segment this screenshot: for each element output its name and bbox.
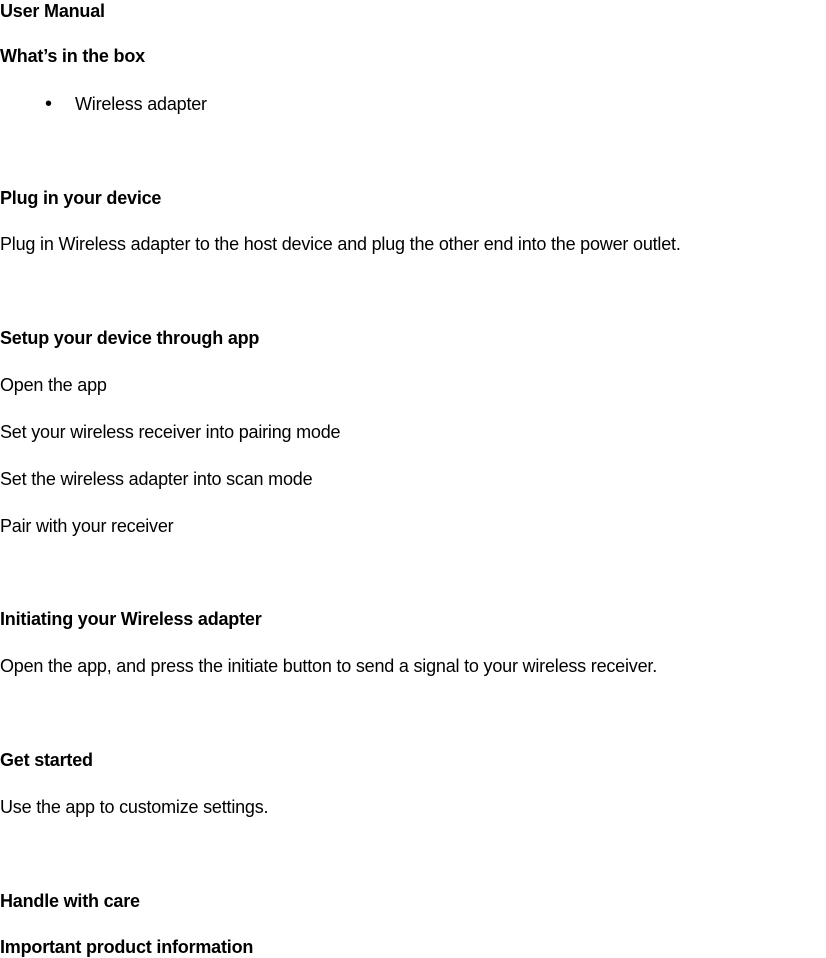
- setup-step: Pair with your receiver: [0, 516, 174, 536]
- box-item-text: Wireless adapter: [75, 94, 207, 114]
- care-heading: Handle with care: [0, 891, 140, 911]
- setup-step: Set your wireless receiver into pairing mode: [0, 422, 341, 442]
- setup-step: Open the app: [0, 375, 107, 395]
- box-heading: What’s in the box: [0, 46, 145, 66]
- initiating-text: Open the app, and press the initiate button to send a signal to your wireless receiver.: [0, 656, 658, 676]
- setup-heading: Setup your device through app: [0, 328, 260, 348]
- setup-step: Set the wireless adapter into scan mode: [0, 469, 313, 489]
- document-title: User Manual: [0, 1, 105, 21]
- plug-in-text: Plug in Wireless adapter to the host device and plug the other end into the power outlet.: [0, 234, 681, 254]
- list-item: [0, 93, 400, 115]
- get-started-text: Use the app to customize settings.: [0, 797, 269, 817]
- initiating-heading: Initiating your Wireless adapter: [0, 609, 262, 629]
- care-subheading: Important product information: [0, 937, 254, 957]
- get-started-heading: Get started: [0, 750, 93, 770]
- bullet-icon: •: [45, 93, 53, 115]
- plug-in-heading: Plug in your device: [0, 188, 162, 208]
